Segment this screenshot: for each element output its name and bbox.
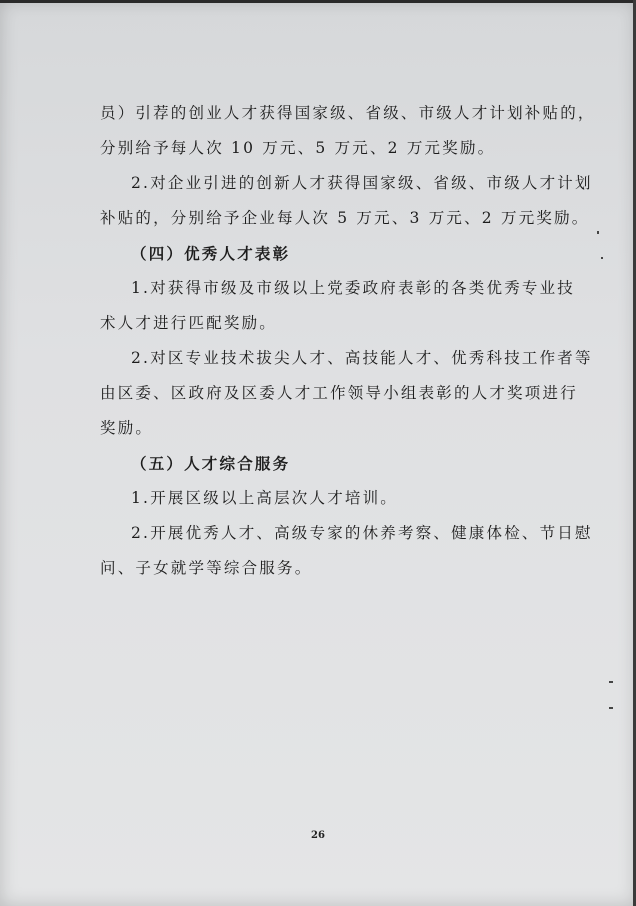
text-line: 补贴的，分别给予企业每人次 5 万元、3 万元、2 万元奖励。 bbox=[100, 209, 590, 227]
text-line: 2.对企业引进的创新人才获得国家级、省级、市级人才计划 bbox=[131, 174, 593, 192]
text-line: 由区委、区政府及区委人才工作领导小组表彰的人才奖项进行 bbox=[100, 384, 578, 402]
section-heading: （五）人才综合服务 bbox=[131, 454, 291, 473]
text-line: 奖励。 bbox=[100, 419, 154, 437]
page-number: 26 bbox=[311, 830, 325, 841]
scan-speck bbox=[609, 707, 613, 709]
text-line: 问、子女就学等综合服务。 bbox=[100, 559, 313, 577]
text-line: 1.开展区级以上高层次人才培训。 bbox=[131, 489, 398, 507]
text-line: 2.对区专业技术拔尖人才、高技能人才、优秀科技工作者等 bbox=[131, 349, 593, 367]
section-heading: （四）优秀人才表彰 bbox=[131, 244, 291, 263]
scan-speck bbox=[597, 231, 599, 234]
text-line: 术人才进行匹配奖励。 bbox=[100, 314, 278, 332]
text-line: 员）引荐的创业人才获得国家级、省级、市级人才计划补贴的， bbox=[100, 104, 596, 122]
scan-speck bbox=[609, 681, 613, 683]
scan-edge-top bbox=[0, 0, 636, 3]
scan-speck bbox=[601, 257, 603, 259]
text-line: 1.对获得市级及市级以上党委政府表彰的各类优秀专业技 bbox=[131, 279, 575, 297]
text-line: 分别给予每人次 10 万元、5 万元、2 万元奖励。 bbox=[100, 139, 496, 157]
body-text bbox=[100, 96, 596, 586]
text-line: 2.开展优秀人才、高级专家的休养考察、健康体检、节日慰 bbox=[131, 524, 593, 542]
